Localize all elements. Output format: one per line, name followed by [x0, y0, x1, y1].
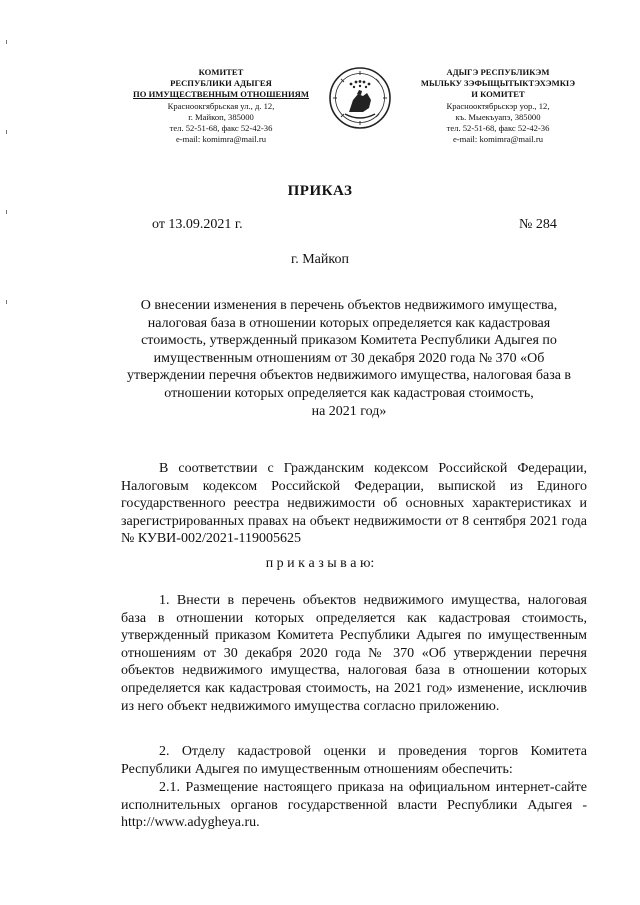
header-left-line3: ПО ИМУЩЕСТВЕННЫМ ОТНОШЕНИЯМ: [133, 89, 309, 100]
header-left-line1: КОМИТЕТ: [198, 67, 244, 77]
header-left-email: e-mail: komimra@mail.ru: [175, 134, 266, 145]
subject-line: утверждении перечня объектов недвижимого имущества, налоговая база в: [126, 368, 572, 384]
header-left-phone: тел. 52-51-68, факс 52-42-36: [169, 123, 273, 134]
order-subject: [125, 297, 573, 420]
subject-line: на 2021 год»: [311, 403, 387, 419]
subject-line: стоимость, утвержденный приказом Комитета Республики Адыгея по: [141, 333, 557, 349]
header-left-city: г. Майкоп, 385000: [188, 111, 254, 122]
order-word: п р и к а з ы в а ю:: [265, 556, 375, 571]
header-right-line1: АДЫГЭ РЕСПУБЛИКЭМ: [446, 67, 550, 77]
margin-mark: [6, 210, 10, 214]
header-left-address: Красноокгябрьская ул., д. 12,: [167, 100, 275, 111]
margin-mark: [6, 40, 10, 44]
header-right: [400, 67, 596, 145]
item-1-paragraph: 1. Внести в перечень объектов недвижимого имущества, налоговая база в отношении которых определяется как кадастровая стоимость, утвержденный приказом Комитета Республики Адыгея по имущественным отношениям от 30 декабря 2020 года № 370 «Об утверждении перечня объектов недвижимого имущества, налоговая база в отношении которых определяется как кадастровая стоимость, на 2021 год» изменение, исключив из него объект недвижимого имущества согласно приложению.: [121, 593, 587, 714]
header-right-email: e-mail: komimra@mail.ru: [452, 134, 543, 145]
header-right-address: Краснооктябрьскэр уор., 12,: [446, 100, 550, 111]
item-2-paragraph: 2. Отделу кадастровой оценки и проведения торгов Комитета Республики Адыгея по имущественным отношениям обеспечить:: [121, 744, 587, 777]
header-right-phone: тел. 52-51-68, факс 52-42-36: [446, 123, 550, 134]
item-2-1-paragraph: 2.1. Размещение настоящего приказа на официальном интернет-сайте исполнительных органов государственной власти Республики Адыгея - http://www.adygheya.ru.: [121, 780, 587, 831]
header-left: [116, 67, 326, 145]
document-title: ПРИКАЗ: [287, 183, 353, 199]
header-right-city: къ. Мыекъуапэ, 385000: [455, 111, 541, 122]
header-right-line2: МЫЛЬКУ ЗЭФЫЩЫТЫКТЭХЭМКIЭ: [420, 78, 576, 89]
subject-line: О внесении изменения в перечень объектов недвижимого имущества,: [140, 298, 558, 313]
coat-of-arms-emblem: [327, 64, 393, 132]
header-right-line3: И КОМИТЕТ: [471, 89, 525, 100]
margin-mark: [6, 130, 10, 134]
subject-line: налоговая база в отношении которых определяется как кадастровая: [147, 315, 551, 331]
order-number: № 284: [519, 217, 557, 232]
city-name: г. Майкоп: [291, 252, 349, 267]
margin-mark: [6, 300, 10, 304]
order-date: от 13.09.2021 г.: [152, 217, 243, 232]
preamble-paragraph: В соответствии с Гражданским кодексом Российской Федерации, Налоговым кодексом Российской Федерации, выпиской из Единого государственного реестра недвижимости об основных характеристиках и зарегистрированных правах на объект недвижимости от 8 сентября 2021 года № КУВИ-002/2021-119005625: [121, 461, 587, 547]
subject-line: имущественным отношениям от 30 декабря 2020 года № 370 «Об: [153, 350, 545, 366]
subject-line: отношении которых определяется как кадастровая стоимость,: [164, 385, 534, 401]
header-left-line2: РЕСПУБЛИКИ АДЫГЕЯ: [170, 78, 272, 89]
